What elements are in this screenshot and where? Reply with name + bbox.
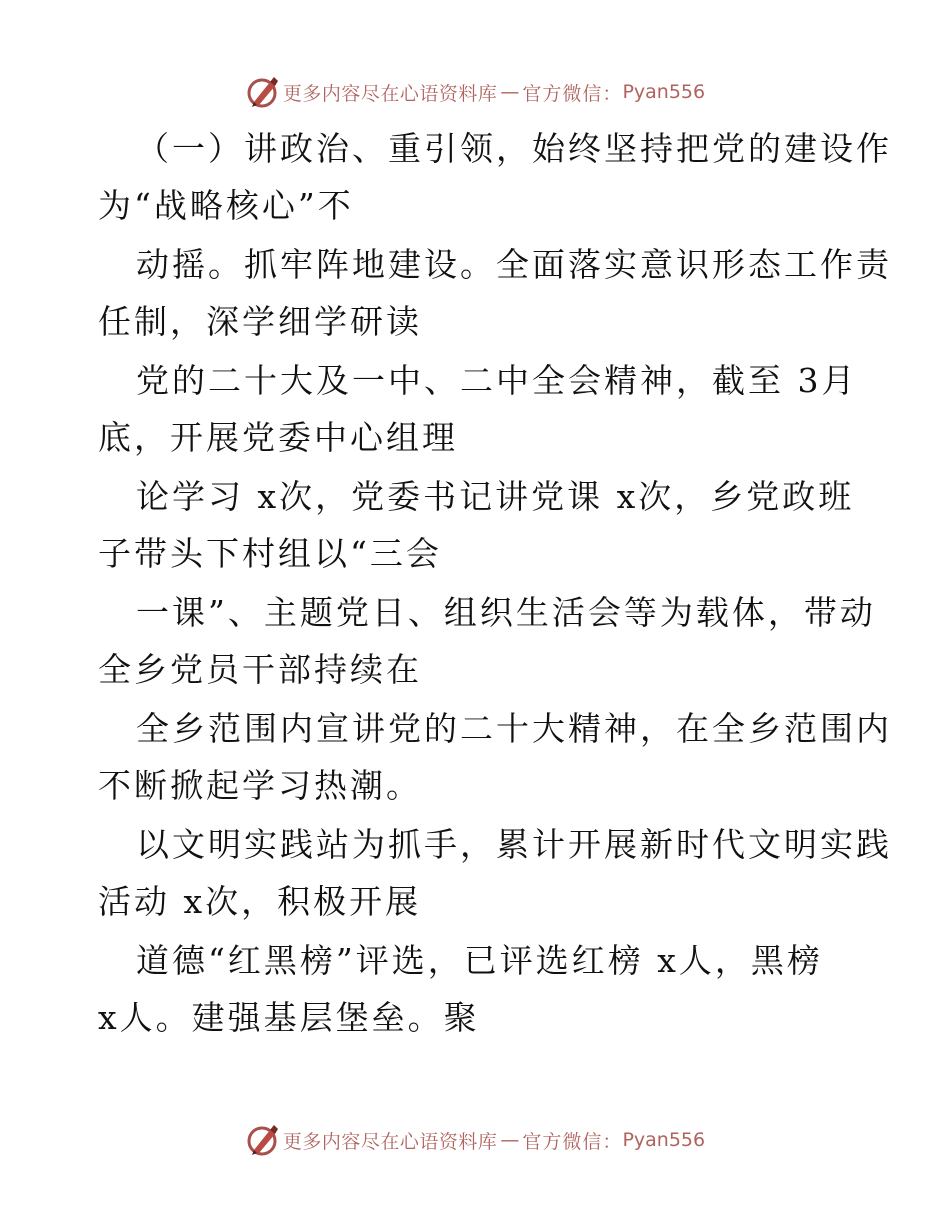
text-line: 全乡范围内宣讲党的二十大精神，在全乡范围内 — [136, 709, 892, 748]
text-line: 党的二十大及一中、二中全会精神，截至 3月 — [136, 361, 858, 400]
watermark-account: Pyan556 — [622, 1129, 706, 1151]
watermark-text: 更多内容尽在心语资料库 — [282, 1130, 498, 1153]
watermark-separator: — — [500, 1129, 520, 1151]
watermark-account: Pyan556 — [622, 81, 706, 103]
text-line: 不断掀起学习热潮。 — [98, 766, 422, 805]
text-line: 为“战略核心”不 — [98, 186, 354, 225]
watermark-label: 官方微信： — [522, 1130, 623, 1153]
text-line: （一）讲政治、重引领，始终坚持把党的建设作 — [136, 129, 892, 168]
text-line: x人。建强基层堡垒。聚 — [98, 998, 480, 1037]
text-line: 活动 x次，积极开展 — [98, 882, 422, 921]
header-watermark — [0, 72, 950, 112]
text-line: 底，开展党委中心组理 — [98, 418, 458, 457]
text-line: 以文明实践站为抓手，累计开展新时代文明实践 — [136, 825, 892, 864]
pen-logo-icon — [245, 1122, 281, 1158]
pen-logo-icon — [245, 74, 281, 110]
watermark-separator: — — [500, 81, 520, 103]
watermark-label: 官方微信： — [522, 82, 623, 105]
footer-watermark — [0, 1120, 950, 1160]
text-line: 道德“红黑榜”评选，已评选红榜 x人，黑榜 — [136, 941, 823, 980]
text-line: 子带头下村组以“三会 — [98, 534, 442, 573]
text-line: 全乡党员干部持续在 — [98, 650, 422, 689]
text-line: 动摇。抓牢阵地建设。全面落实意识形态工作责 — [136, 245, 892, 284]
text-line: 一课”、主题党日、组织生活会等为载体，带动 — [136, 593, 876, 632]
text-line: 任制，深学细学研读 — [98, 302, 422, 341]
watermark-text: 更多内容尽在心语资料库 — [282, 82, 498, 105]
text-line: 论学习 x次，党委书记讲党课 x次，乡党政班 — [136, 477, 855, 516]
